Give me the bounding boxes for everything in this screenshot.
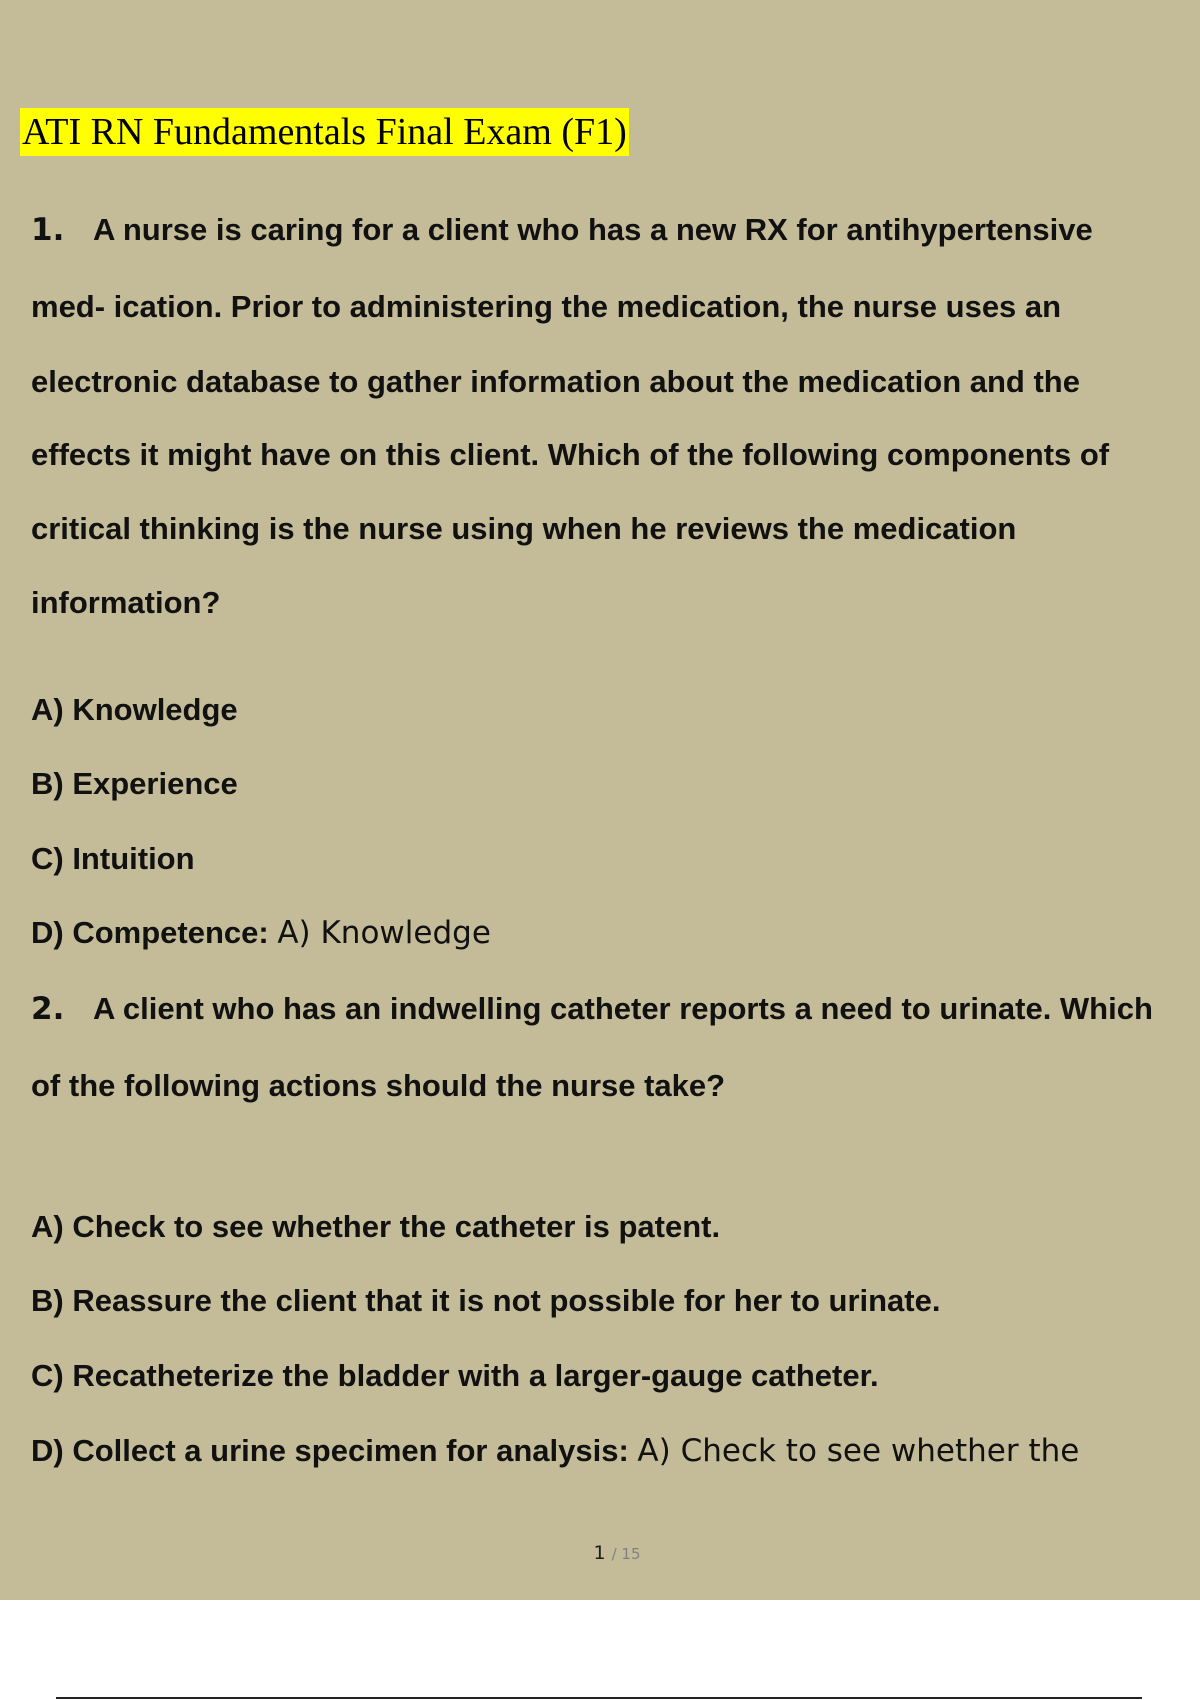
- question-1-stem-line-6: information?: [31, 585, 221, 620]
- document-title: ATI RN Fundamentals Final Exam (F1): [20, 108, 629, 156]
- question-2-stem-line-1: 2. A client who has an indwelling catheter reports a need to urinate. Which: [31, 991, 1153, 1027]
- question-1-stem-line-2: med- ication. Prior to administering the medication, the nurse uses an: [31, 289, 1062, 324]
- question-2-option-d: D) Collect a urine specimen for analysis: A) Check to see whether the: [31, 1433, 1080, 1469]
- question-2-stem-line-2: of the following actions should the nurse take?: [31, 1068, 726, 1103]
- question-2-answer: A) Check to see whether the: [637, 1433, 1080, 1469]
- page-indicator: [0, 1542, 1200, 1564]
- question-1-option-b: B) Experience: [31, 766, 238, 801]
- question-2-option-b: B) Reassure the client that it is not possible for her to urinate.: [31, 1283, 941, 1318]
- question-1-stem-line-3: electronic database to gather information about the medication and the: [31, 364, 1080, 399]
- page-current: 1: [593, 1542, 606, 1564]
- question-2-option-c: C) Recatheterize the bladder with a larger-gauge catheter.: [31, 1358, 879, 1393]
- question-1-number: 1.: [31, 212, 65, 248]
- question-1-stem-line-5: critical thinking is the nurse using when he reviews the medication: [31, 511, 1017, 546]
- question-2-option-a: A) Check to see whether the catheter is patent.: [31, 1209, 721, 1244]
- question-1-stem-line-4: effects it might have on this client. Which of the following components of: [31, 437, 1110, 472]
- question-2-number: 2.: [31, 991, 65, 1027]
- page-divider: [56, 1697, 1142, 1699]
- question-1-option-d: D) Competence: A) Knowledge: [31, 915, 491, 951]
- question-1-option-a: A) Knowledge: [31, 692, 238, 727]
- question-1-option-c: C) Intuition: [31, 841, 195, 876]
- question-1-stem-line-1: 1. A nurse is caring for a client who has a new RX for antihypertensive: [31, 212, 1093, 248]
- page-total: / 15: [611, 1545, 641, 1563]
- question-1-answer: A) Knowledge: [277, 915, 491, 951]
